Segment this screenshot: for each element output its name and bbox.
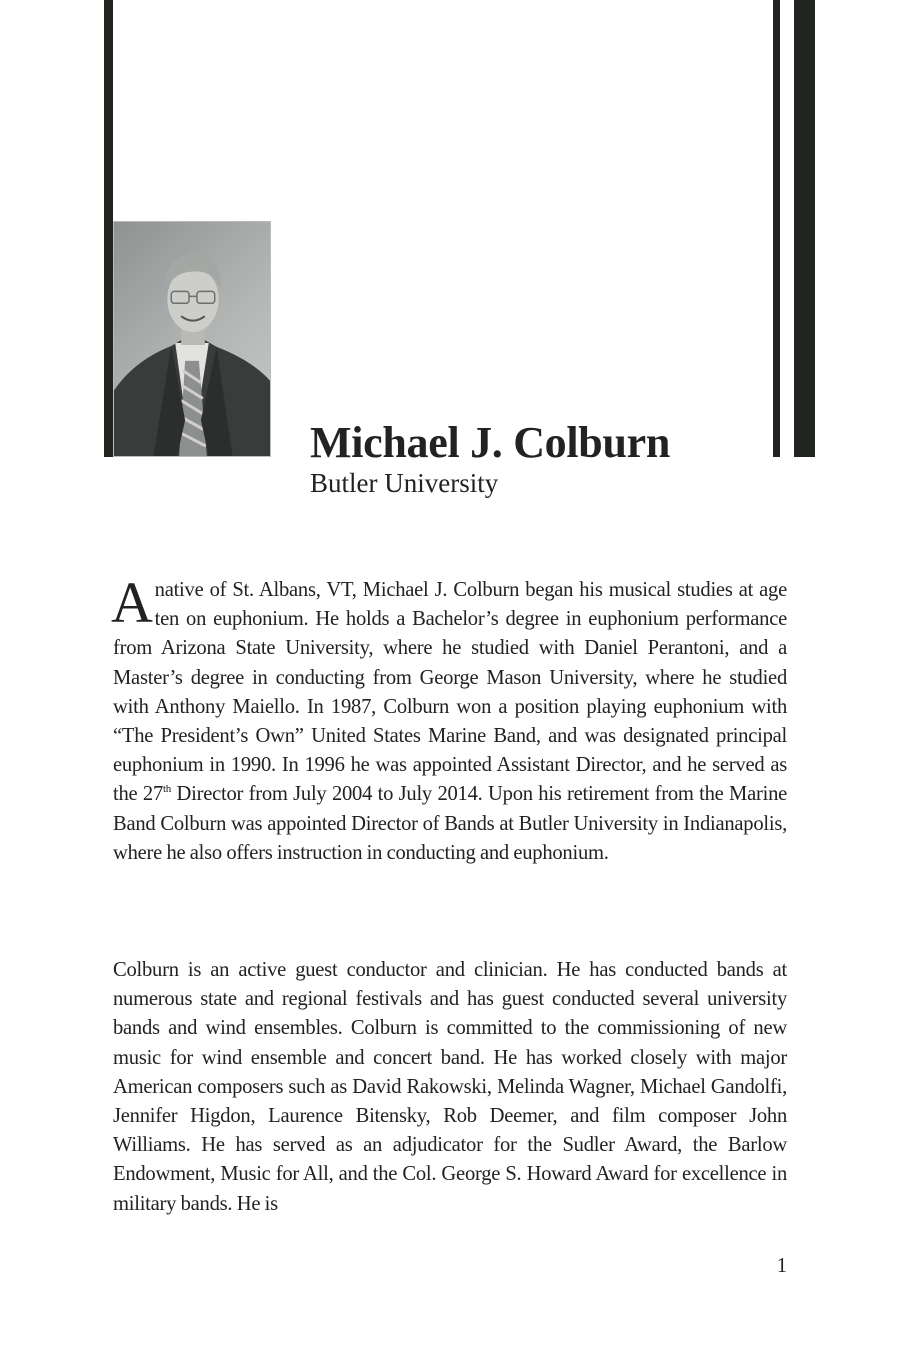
bio-paragraph-1-text-b: Director from July 2004 to July 2014. Upon his retirement from the Marine Band Colburn was appointed Director of Bands at Butler University in Indianapolis, where he also offers instruction in conducting and euphonium. xyxy=(113,783,788,864)
bio-paragraph-2: Colburn is an active guest conductor and clinician. He has conducted bands at numerous state and regional festivals and has guest conducted several university bands and wind ensembles. Colburn is committed to the commissioning of new music for wind ensemble and concert band. He has worked closely with major American composers such as David Rakowski, Melinda Wagner, Michael Gandolfi, Jennifer Higdon, Laurence Bitensky, Rob Deemer, and film composer John Williams. He has served as an adjudicator for the Sudler Award, the Barlow Endowment, Music for All, and the Col. George S. Howard Award for excellence in military bands. He is xyxy=(113,959,787,1215)
portrait-illustration xyxy=(114,222,270,456)
bio-paragraph-1 xyxy=(111,570,788,868)
left-decorative-bar xyxy=(104,0,113,457)
right-decorative-bar-thick xyxy=(794,0,815,457)
person-name: Michael J. Colburn xyxy=(310,418,671,467)
page-number: 1 xyxy=(776,1255,787,1277)
bio-paragraph-1-text-a: native of St. Albans, VT, Michael J. Colburn began his musical studies at age ten on euphonium. He holds a Bachelor’s degree in euphonium performance from Arizona State University, where he studied with Daniel Perantoni, and a Master’s degree in conducting from George Mason University, where he studied with Anthony Maiello. In 1987, Colburn won a position playing euphonium with “The President’s Own” United States Marine Band, and was designated principal euphonium in 1990. In 1996 he was appointed Assistant Director, and he served as the 27 xyxy=(113,579,787,806)
portrait-photo xyxy=(113,221,271,457)
right-decorative-bar-thin xyxy=(773,0,780,457)
drop-cap: A xyxy=(111,570,153,635)
affiliation: Butler University xyxy=(310,468,499,498)
ordinal-suffix: th xyxy=(163,783,172,796)
